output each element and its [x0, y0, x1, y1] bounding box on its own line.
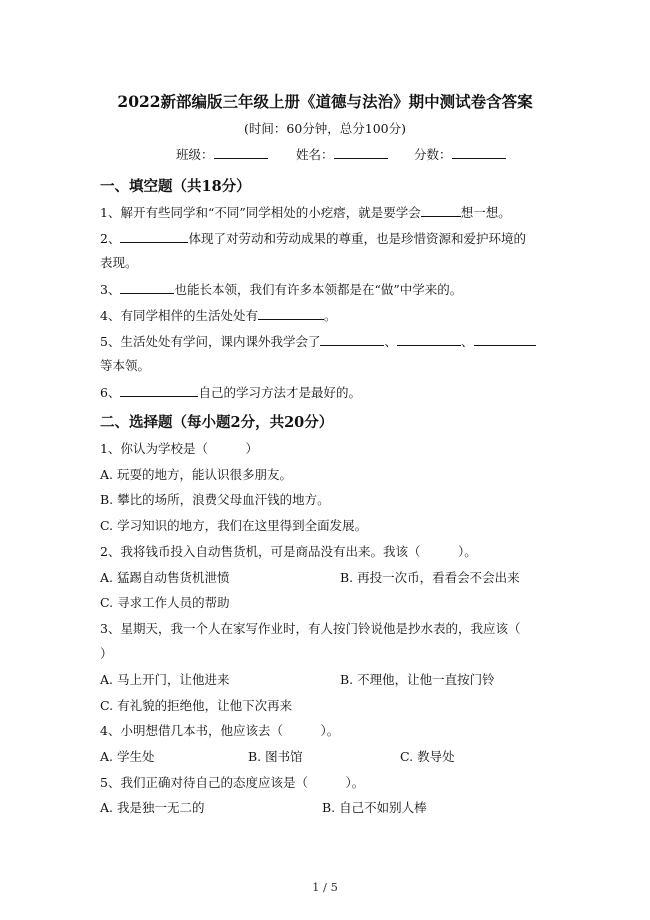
answer-blank — [421, 203, 461, 217]
choice-option-a: A. 马上开门，让他进来 — [100, 672, 230, 687]
answer-blank — [120, 229, 188, 243]
choice-option-a: A. 学生处 — [100, 749, 155, 764]
page-number: 1 / 5 — [312, 880, 338, 894]
score-label: 分数： — [414, 147, 452, 162]
choice-option-b: B. 自己不如别人棒 — [322, 800, 427, 815]
choice-option-c: C. 有礼貌的拒绝他，让他下次再来 — [100, 698, 293, 713]
choice-question-3: 3、星期天，我一个人在家写作业时，有人按门铃说他是抄水表的，我应该（ — [100, 621, 521, 636]
choice-question-4: 4、小明想借几本书，他应该去（ ）。 — [100, 723, 340, 738]
class-blank — [214, 145, 268, 159]
choice-option-c: C. 学习知识的地方，我们在这里得到全面发展。 — [100, 518, 368, 533]
choice-option-c: C. 寻求工作人员的帮助 — [100, 595, 230, 610]
choice-option-b: B. 不理他，让他一直按门铃 — [340, 672, 495, 687]
fill-question-2-cont: 表现。 — [100, 255, 138, 270]
answer-blank — [120, 383, 198, 397]
section-choice-title: 二、选择题（每小题2分，共20分） — [100, 414, 334, 431]
exam-time-info: (时间：60分钟，总分100分) — [243, 121, 407, 136]
name-label: 姓名： — [296, 147, 334, 162]
score-blank — [452, 145, 506, 159]
choice-option-b: B. 图书馆 — [248, 749, 303, 764]
choice-option-a: A. 我是独一无二的 — [100, 800, 205, 815]
choice-question-2: 2、我将钱币投入自动售货机，可是商品没有出来。我该（ ）。 — [100, 544, 477, 559]
answer-blank — [397, 332, 461, 346]
choice-question-3-cont: ） — [100, 646, 113, 661]
choice-question-1: 1、你认为学校是（ ） — [100, 441, 258, 456]
choice-option-a: A. 猛踢自动售货机泄愤 — [100, 570, 230, 585]
choice-option-a: A. 玩耍的地方，能认识很多朋友。 — [100, 467, 292, 482]
section-fill-in-title: 一、填空题（共18分） — [100, 178, 251, 195]
name-blank — [334, 145, 388, 159]
fill-question-4: 4、有同学相伴的生活处处有 。 — [100, 308, 337, 323]
choice-option-b: B. 攀比的场所，浪费父母血汗钱的地方。 — [100, 492, 330, 507]
answer-blank — [320, 332, 384, 346]
fill-question-3: 3、 也能长本领，我们有许多本领都是在“做”中学来的。 — [100, 282, 463, 297]
choice-question-5: 5、我们正确对待自己的态度应该是（ ）。 — [100, 775, 365, 790]
answer-blank — [258, 306, 324, 320]
page-title: 2022新部编版三年级上册《道德与法治》期中测试卷含答案 — [117, 92, 533, 111]
answer-blank — [120, 280, 174, 294]
score-field — [414, 145, 506, 163]
answer-blank — [474, 332, 536, 346]
class-field — [176, 145, 268, 163]
class-label: 班级： — [176, 147, 214, 162]
fill-question-1: 1、解开有些同学和“不同”同学相处的小疙瘩，就是要学会 想一想。 — [100, 205, 511, 220]
choice-option-c: C. 教导处 — [400, 749, 455, 764]
fill-question-2: 2、 体现了对劳动和劳动成果的尊重，也是珍惜资源和爱护环境的 — [100, 231, 526, 246]
fill-question-6: 6、 自己的学习方法才是最好的。 — [100, 385, 361, 400]
fill-question-5-cont: 等本领。 — [100, 358, 151, 373]
choice-option-b: B. 再投一次币，看看会不会出来 — [340, 570, 520, 585]
name-field — [296, 145, 388, 163]
fill-question-5: 5、生活处处有学问，课内课外我学会了 、 、 — [100, 332, 536, 351]
